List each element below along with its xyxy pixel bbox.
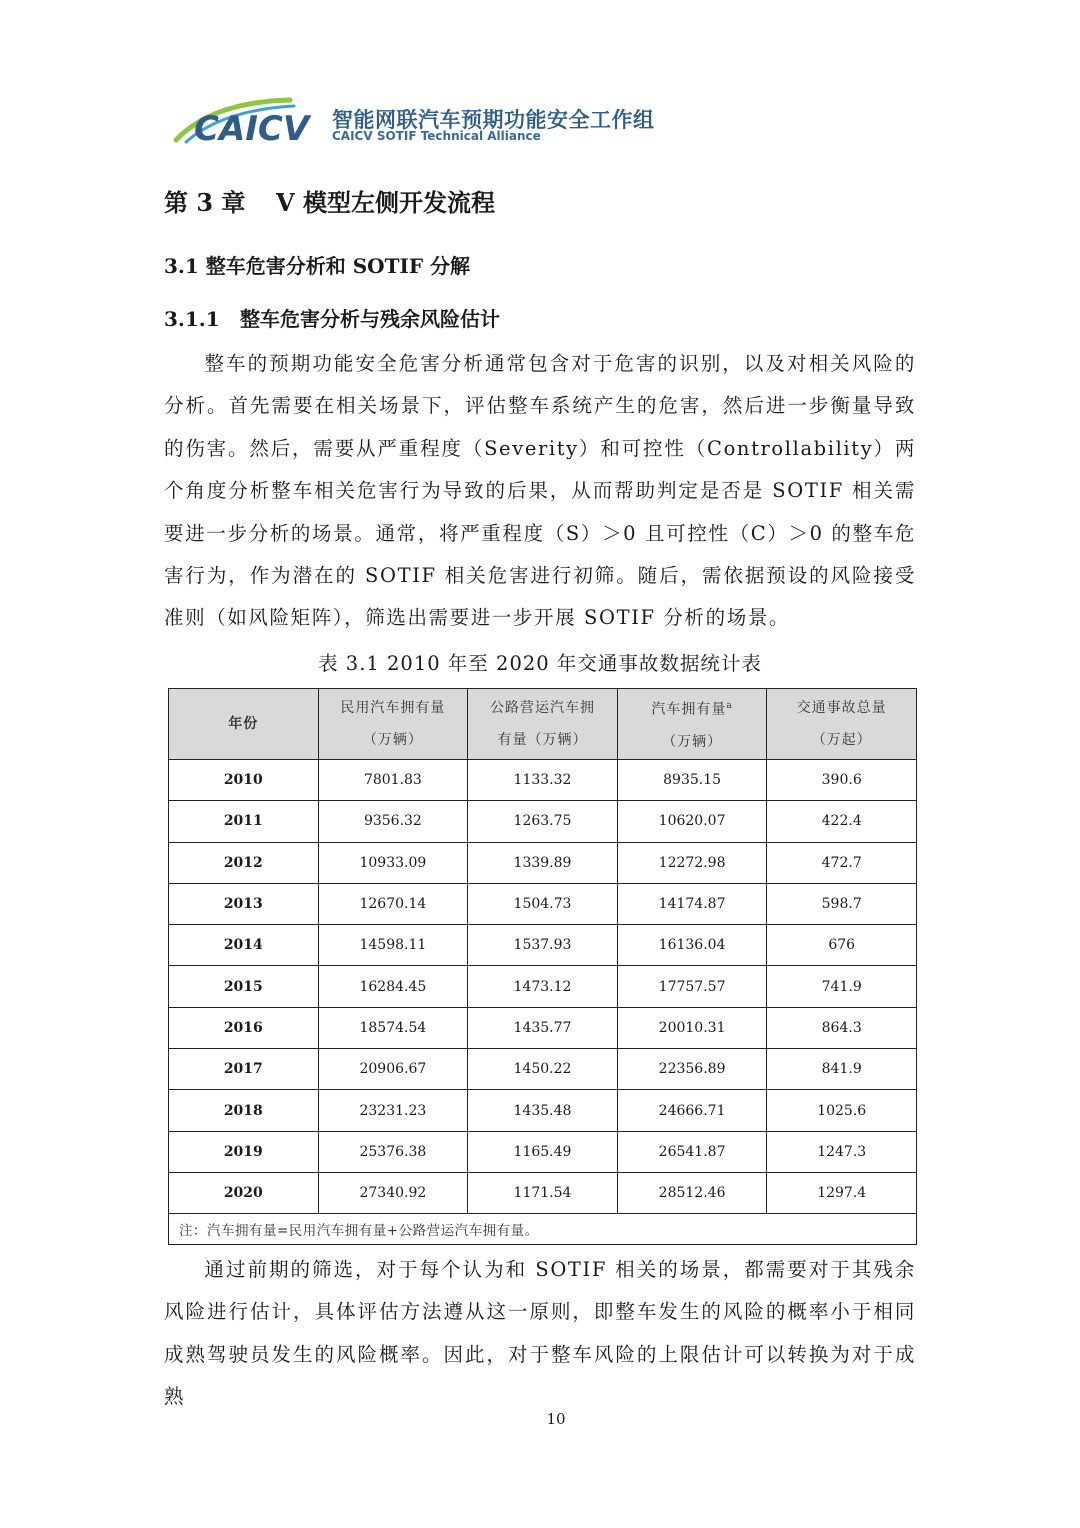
body-paragraph-1	[164, 343, 916, 640]
cell-civil: 10933.09	[318, 842, 468, 883]
caicv-logo-icon	[172, 96, 322, 152]
table-note: 注：汽车拥有量=民用汽车拥有量+公路营运汽车拥有量。	[169, 1214, 917, 1245]
cell-road: 1435.77	[468, 1007, 618, 1048]
cell-road: 1504.73	[468, 883, 618, 924]
table-row	[169, 925, 917, 966]
cell-total: 16136.04	[617, 925, 767, 966]
logo-mark-text: CAICV	[194, 109, 310, 149]
cell-accidents: 1025.6	[767, 1090, 917, 1131]
cell-year: 2017	[169, 1049, 319, 1090]
table-row	[169, 1007, 917, 1048]
header-title-en: CAICV SOTIF Technical Alliance	[332, 129, 541, 143]
cell-civil: 12670.14	[318, 883, 468, 924]
paragraph-2-text: 通过前期的筛选，对于每个认为和 SOTIF 相关的场景，都需要对于其残余风险进行估计，具体评估方法遵从这一原则，即整车发生的风险的概率小于相同成熟驾驶员发生的风险概率。因此，对于整车风险的上限估计可以转换为对于成熟	[164, 1258, 916, 1409]
chapter-number: 第 3 章	[164, 188, 246, 217]
cell-accidents: 472.7	[767, 842, 917, 883]
cell-road: 1473.12	[468, 966, 618, 1007]
table-row	[169, 966, 917, 1007]
cell-civil: 27340.92	[318, 1172, 468, 1213]
subsection-title: 整车危害分析与残余风险估计	[240, 307, 500, 331]
cell-total: 14174.87	[617, 883, 767, 924]
cell-year: 2016	[169, 1007, 319, 1048]
cell-total: 12272.98	[617, 842, 767, 883]
body-paragraph-2	[164, 1249, 916, 1419]
cell-civil: 7801.83	[318, 760, 468, 801]
header-year: 年份	[169, 689, 319, 760]
cell-road: 1263.75	[468, 801, 618, 842]
cell-year: 2018	[169, 1090, 319, 1131]
cell-accidents: 1247.3	[767, 1131, 917, 1172]
cell-year: 2019	[169, 1131, 319, 1172]
subsection-heading	[164, 303, 500, 332]
cell-year: 2012	[169, 842, 319, 883]
cell-total: 22356.89	[617, 1049, 767, 1090]
cell-year: 2010	[169, 760, 319, 801]
cell-total: 17757.57	[617, 966, 767, 1007]
cell-road: 1171.54	[468, 1172, 618, 1213]
table-row	[169, 1131, 917, 1172]
header-road-vehicles: 公路营运汽车拥 有量（万辆）	[468, 689, 618, 760]
cell-accidents: 676	[767, 925, 917, 966]
cell-civil: 20906.67	[318, 1049, 468, 1090]
table-row	[169, 1090, 917, 1131]
cell-civil: 16284.45	[318, 966, 468, 1007]
cell-total: 10620.07	[617, 801, 767, 842]
cell-total: 28512.46	[617, 1172, 767, 1213]
cell-accidents: 741.9	[767, 966, 917, 1007]
header-accidents: 交通事故总量 （万起）	[767, 689, 917, 760]
paragraph-1-text: 整车的预期功能安全危害分析通常包含对于危害的识别，以及对相关风险的分析。首先需要在相关场景下，评估整车系统产生的危害，然后进一步衡量导致的伤害。然后，需要从严重程度（Severity）和可控性（Controllability）两个角度分析整车相关危害行为导致的后果，从而帮助判定是否是 SOTIF 相关需要进一步分析的场景。通常，将严重程度（S）＞0 且可控性（C）＞0 的整车危害行为，作为潜在的 SOTIF 相关危害进行初筛。随后，需依据预设的风险接受准则（如风险矩阵），筛选出需要进一步开展 SOTIF 分析的场景。	[164, 352, 916, 630]
table-caption: 表 3.1 2010 年至 2020 年交通事故数据统计表	[318, 652, 762, 675]
cell-year: 2013	[169, 883, 319, 924]
cell-total: 8935.15	[617, 760, 767, 801]
page-number: 10	[546, 1410, 566, 1428]
cell-total: 24666.71	[617, 1090, 767, 1131]
header-logo	[172, 96, 672, 152]
table-row	[169, 883, 917, 924]
cell-civil: 25376.38	[318, 1131, 468, 1172]
cell-year: 2020	[169, 1172, 319, 1213]
table-note-row	[169, 1214, 917, 1245]
cell-road: 1133.32	[468, 760, 618, 801]
cell-total: 20010.31	[617, 1007, 767, 1048]
chapter-title: V 模型左侧开发流程	[276, 188, 495, 217]
cell-year: 2011	[169, 801, 319, 842]
cell-road: 1450.22	[468, 1049, 618, 1090]
cell-civil: 18574.54	[318, 1007, 468, 1048]
cell-accidents: 422.4	[767, 801, 917, 842]
cell-accidents: 598.7	[767, 883, 917, 924]
table-row	[169, 1049, 917, 1090]
cell-accidents: 390.6	[767, 760, 917, 801]
subsection-number: 3.1.1	[164, 307, 220, 331]
cell-accidents: 841.9	[767, 1049, 917, 1090]
cell-road: 1165.49	[468, 1131, 618, 1172]
cell-road: 1339.89	[468, 842, 618, 883]
cell-civil: 14598.11	[318, 925, 468, 966]
cell-accidents: 1297.4	[767, 1172, 917, 1213]
cell-year: 2014	[169, 925, 319, 966]
header-title-cn: 智能网联汽车预期功能安全工作组	[332, 108, 655, 132]
header-civil-vehicles: 民用汽车拥有量 （万辆）	[318, 689, 468, 760]
cell-road: 1435.48	[468, 1090, 618, 1131]
table-header-row	[169, 689, 917, 760]
cell-total: 26541.87	[617, 1131, 767, 1172]
cell-civil: 9356.32	[318, 801, 468, 842]
cell-civil: 23231.23	[318, 1090, 468, 1131]
table-row	[169, 1172, 917, 1213]
table-row	[169, 842, 917, 883]
cell-year: 2015	[169, 966, 319, 1007]
table-row	[169, 801, 917, 842]
cell-accidents: 864.3	[767, 1007, 917, 1048]
accident-statistics-table	[168, 688, 917, 1245]
chapter-heading	[164, 183, 495, 218]
section-heading: 3.1 整车危害分析和 SOTIF 分解	[164, 254, 470, 278]
header-total-vehicles: 汽车拥有量$^a$ （万辆）	[617, 689, 767, 760]
table-row	[169, 760, 917, 801]
cell-road: 1537.93	[468, 925, 618, 966]
